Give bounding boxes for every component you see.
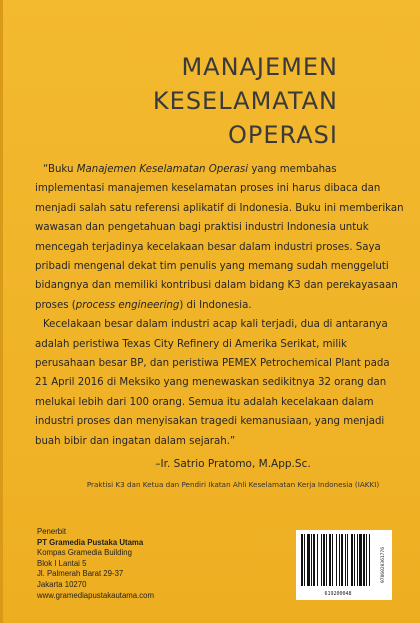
blurb-text-c: ) di Indonesia. — [179, 299, 252, 311]
barcode-code: 619200048 — [324, 591, 352, 597]
blurb-paragraph-1 — [35, 160, 405, 315]
publisher-info — [37, 527, 154, 601]
blurb-paragraph-2: Kecelakaan besar dalam industri acap kali terjadi, dua di antaranya adalah peristiwa Texas City Refinery di Amerika Serikat, milik perusahaan besar BP, dan peristiwa PEMEX Petrochemical Plant pada 21 April 2016 di Meksiko yang menewaskan sedikitnya 32 orang dan melukai lebih dari 100 orang. Semua itu adalah kecelakaan dalam industri proses dan menyisakan tragedi kemanusiaan, yang menjadi buah bibir dan ingatan dalam sejarah.” — [35, 319, 390, 447]
title-line-1: MANAJEMEN — [181, 53, 338, 81]
blurb-process-engineering: process engineering — [75, 299, 180, 311]
book-title — [153, 50, 338, 152]
title-line-2: KESELAMATAN — [152, 87, 338, 115]
title-line-3: OPERASI — [228, 121, 338, 149]
blurb-text-b: yang membahas implementasi manajemen keselamatan proses ini harus dibaca dan menjadi salah satu referensi aplikatif di Indonesia. Buku ini memberikan wawasan dan pengetahuan bagi praktisi industri Indonesia untuk mencegah terjadinya kecelakaan besar dalam industri proses. Saya pribadi mengenal dekat tim penulis yang memang sudah menggeluti bidangnya dan memiliki kontribusi dalam bidang K3 dan perekayasaan proses ( — [35, 164, 404, 311]
barcode-bars — [299, 534, 383, 592]
endorser-name: –Ir. Satrio Pratomo, M.App.Sc. — [155, 458, 311, 470]
barcode-sticker — [296, 530, 392, 600]
barcode-isbn: 9786020361776 — [381, 547, 386, 583]
blurb-text-a: “Buku — [43, 164, 77, 175]
publisher-company: PT Gramedia Pustaka Utama — [37, 537, 144, 547]
endorsement-blurb — [35, 160, 405, 451]
publisher-address-3: Jl. Palmerah Barat 29-37 — [37, 569, 124, 579]
endorser-role: Praktisi K3 dan Ketua dan Pendiri Ikatan Ahli Keselamatan Kerja Indonesia (IAKKI) — [86, 480, 380, 489]
publisher-label: Penerbit — [37, 527, 67, 536]
attribution — [3, 458, 420, 489]
publisher-address-2: Blok I Lantai 5 — [37, 558, 87, 568]
publisher-address-4: Jakarta 10270 — [37, 579, 87, 589]
blurb-book-title: Manajemen Keselamatan Operasi — [76, 164, 249, 175]
publisher-website: www.gramediapustakautama.com — [37, 590, 155, 600]
publisher-address-1: Kompas Gramedia Building — [37, 548, 132, 558]
